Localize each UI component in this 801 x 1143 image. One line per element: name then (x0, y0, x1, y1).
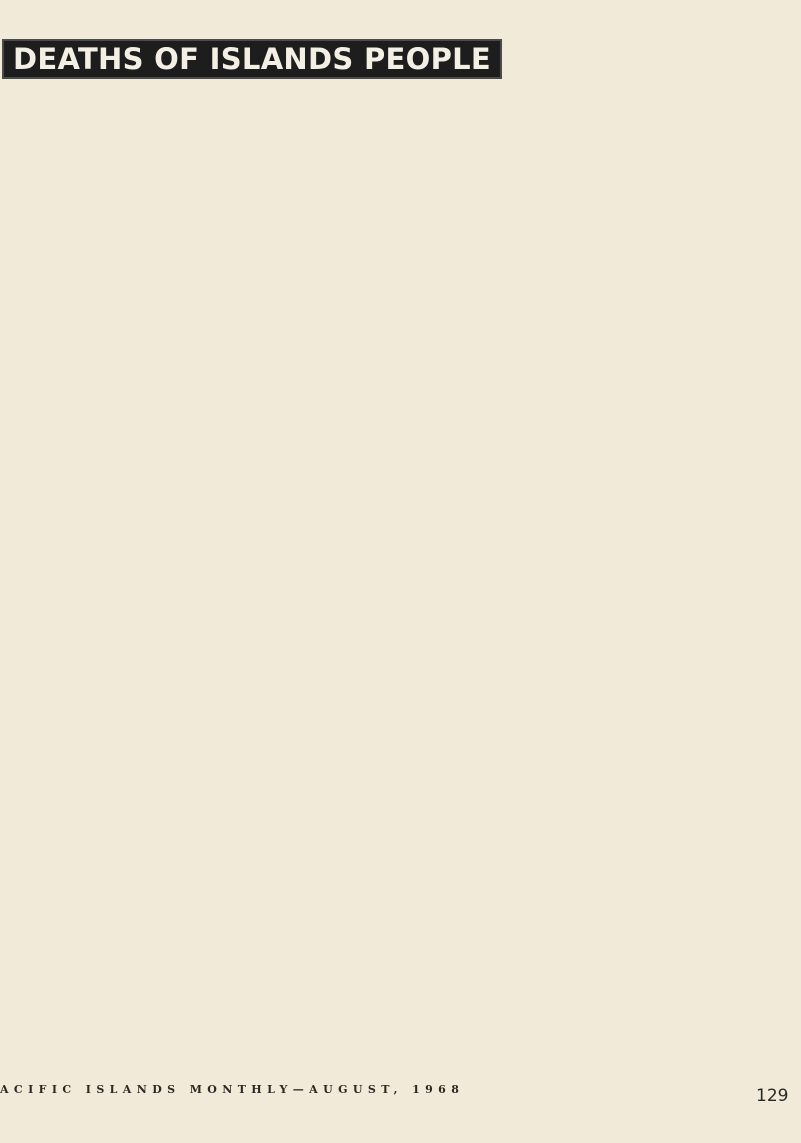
section-banner (2, 39, 502, 79)
page-number: 129 (756, 1086, 789, 1106)
banner-title: DEATHS OF ISLANDS PEOPLE (12, 42, 492, 76)
page-footer: ACIFIC ISLANDS MONTHLY—AUGUST, 1968 (0, 1083, 465, 1096)
